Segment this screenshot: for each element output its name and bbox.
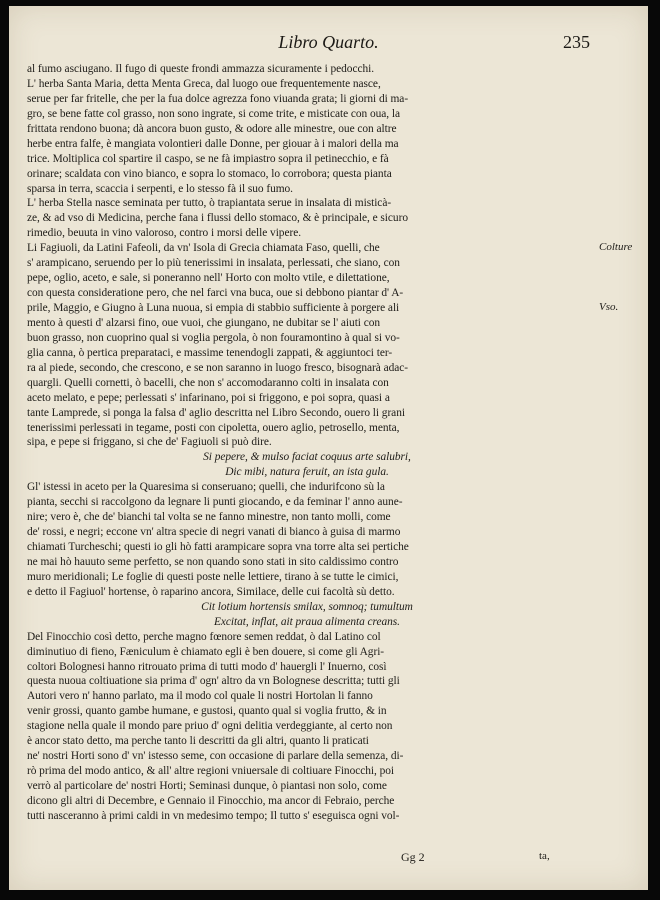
page-number: 235 xyxy=(563,32,590,52)
running-head: Libro Quarto. xyxy=(278,32,379,52)
text-line: aceto melato, e pepe; perlessati s' infarinano, poi si friggono, e poi sopra, quasi a xyxy=(27,391,390,404)
text-line: venir grossi, quanto gambe humane, e gustosi, quanto qual si voglia frutto, & in xyxy=(27,705,387,718)
text-line: ne' nostri Horti sono d' vn' istesso seme, con occasione di parlare della semenza, di- xyxy=(27,750,404,763)
text-line: verrò al particolare de' nostri Horti; Seminasi dunque, ò piantasi non solo, come xyxy=(27,780,387,792)
text-line: prile, Maggio, e Giugno à Luna nuoua, si empia di stabbio sufficiente à porgere ali xyxy=(27,302,400,314)
text-line: muro meridionali; Le foglie di questi poste nelle lettiere, tirano à se tutte le cimici, xyxy=(27,570,399,583)
margin-note: Colture xyxy=(599,241,633,254)
text-line: al fumo asciugano. Il fugo di queste frondi ammazza sicuramente i pedocchi. xyxy=(27,63,375,75)
text-line: tutti nasceranno à primi caldi in vn medesimo tempo; Il tutto s' eseguisca ogni vol- xyxy=(27,809,400,822)
text-line: buon grasso, non cuoprino qual si voglia pergola, ò non fouramontino à qual si vo- xyxy=(27,331,400,344)
text-line: rò prima del modo antico, & all' altre regioni vniuersale di coltiuare Finocchi, poi xyxy=(27,765,394,778)
catchword: ta, xyxy=(539,850,550,862)
text-line: sparsa in terra, scaccia i serpenti, e lo stesso fà il suo fumo. xyxy=(27,182,293,195)
text-line: nire; vero è, che de' bianchi tal volta se ne fanno minestre, non tanto molli, come xyxy=(27,511,391,524)
text-line: Li Fagiuoli, da Latini Fafeoli, da vn' Isola di Grecia chiamata Faso, quelli, che xyxy=(27,242,380,255)
text-line: Del Finocchio così detto, perche magno fœnore semen reddat, ò dal Latino col xyxy=(27,630,381,643)
text-line: ra al piede, secondo, che crescono, e se non saranno in luogo fresco, bisognarà adac- xyxy=(27,361,408,374)
signature-mark: Gg 2 xyxy=(401,850,425,864)
text-line: Excitat, inflat, ait praua alimenta creans. xyxy=(214,615,400,628)
text-line: coltori Bolognesi hanno ritrouato prima di tutti modo d' hauergli l' Inuerno, così xyxy=(27,660,387,673)
text-line: ze, & ad vso di Medicina, perche fana i flussi dello stomaco, & è principale, e sicuro xyxy=(27,212,408,225)
text-line: herbe entra falfe, è mangiata volontieri dalle Donne, per giouar à i malori della ma xyxy=(27,137,399,150)
text-line: e detto il Fagiuol' hortense, ò raparino ancora, Similace, delle cui facoltà sù detto. xyxy=(27,585,395,598)
text-line: tante Lamprede, si ponga la falsa d' aglio descritta nel Libro Secondo, ouero li grani xyxy=(27,406,405,419)
text-line: glia canna, ò pertica preparataci, e massime tenendogli zappati, & aggiuntoci ter- xyxy=(27,346,393,359)
text-line: Dic mibi, natura feruit, an ista gula. xyxy=(225,466,389,479)
margin-note: Vso. xyxy=(599,301,619,314)
text-line: con questa consideratione pero, che nel farci vna buca, oue si debbono piantar d' A- xyxy=(27,287,404,300)
text-line: è ancor stato detto, ma perche tanto li descritti da gli altri, quanto li praticati xyxy=(27,735,369,748)
text-line: s' arampicano, seruendo per lo più tenerissimi in insalata, perlessati, che siano, con xyxy=(27,257,400,270)
page-footer xyxy=(9,850,648,868)
text-line: de' rossi, e negri; eccone vn' altra specie di negri vanati di bianco à guisa di marmo xyxy=(27,526,401,539)
text-line: Autori vero n' hanno parlato, ma il modo col quale li nostri Hortolan li fanno xyxy=(27,690,373,703)
text-line: chiamati Turcheschi; questi io gli hò fatti arampicare sopra vna torre alta sei pertiche xyxy=(27,541,409,553)
text-line: dicono gli altri di Decembre, e Gennaio il Finocchio, ma ancor di Febraio, perche xyxy=(27,794,395,807)
text-line: L' herba Santa Maria, detta Menta Greca, dal luogo oue frequentemente nasce, xyxy=(27,77,381,90)
text-line: serue per far fritelle, che per la fua dolce agrezza fono viuanda grata; li giorni di ma- xyxy=(27,92,409,105)
text-line: Si pepere, & mulso faciat coquus arte salubri, xyxy=(203,451,411,464)
text-line: diminutiuo di fieno, Fæniculum è chiamato egli è ben douere, si come gli Agri- xyxy=(27,645,385,658)
text-line: stagione nella quale il mondo pare priuo d' ogni delitia verdeggiante, al certo non xyxy=(27,720,393,733)
text-line: L' herba Stella nasce seminata per tutto, ò trapiantata serue in insalata di misticà- xyxy=(27,197,392,210)
body-text xyxy=(27,62,587,824)
text-line: gro, se bene fatte col grasso, non sono ingrate, si come trite, e misticate con oua, la xyxy=(27,107,401,120)
text-line: orinare; scaldata con vino bianco, e sopra lo stomaco, lo corrobora; questa pianta xyxy=(27,167,392,180)
text-line: ne mai hò hauuto seme perfetto, se non quando sono stati in sito caldissimo contro xyxy=(27,555,399,568)
text-line: Gl' istessi in aceto per la Quaresima si conseruano; quelli, che indurifcono sù la xyxy=(27,481,385,494)
text-line: pepe, oglio, aceto, e sale, si poneranno nell' Horto con molto vtile, e dilettatione, xyxy=(27,272,390,285)
text-line: rimedio, beuuta in vino valoroso, contro i morsi delle vipere. xyxy=(27,227,302,240)
text-line: frittata rendono buona; dà ancora buon gusto, & odore alle minestre, oue con altre xyxy=(27,122,397,135)
text-line: trice. Moltiplica col spartire il caspo, se ne fà impiastro sopra il petinecchio, e fà xyxy=(27,152,389,165)
text-line: pianta, secchi si raccolgono da legnare li punti giocando, e da feminar l' anno aune- xyxy=(27,496,403,509)
text-line: Cit lotium hortensis smilax, somnoq; tumultum xyxy=(201,600,413,613)
text-line: tenerissimi perlessati in tegame, posti con cipoletta, ouero aglio, petrosello, menta, xyxy=(27,421,400,434)
page-header xyxy=(9,32,648,56)
text-line: sipa, e pepe si friggano, si che de' Fagiuoli si può dire. xyxy=(27,436,272,449)
book-page xyxy=(9,6,648,890)
text-line: mento à questi d' alzarsi fino, oue vuoi, che giungano, ne dubitar se l' aiuti con xyxy=(27,316,381,329)
text-line: quargli. Quelli cornetti, ò bacelli, che non s' accomodaranno colti in insalata con xyxy=(27,376,389,389)
text-line: questa nuoua coltiuatione sia prima d' ogn' altro da vn Bolognese descritta; tutti gli xyxy=(27,675,400,688)
